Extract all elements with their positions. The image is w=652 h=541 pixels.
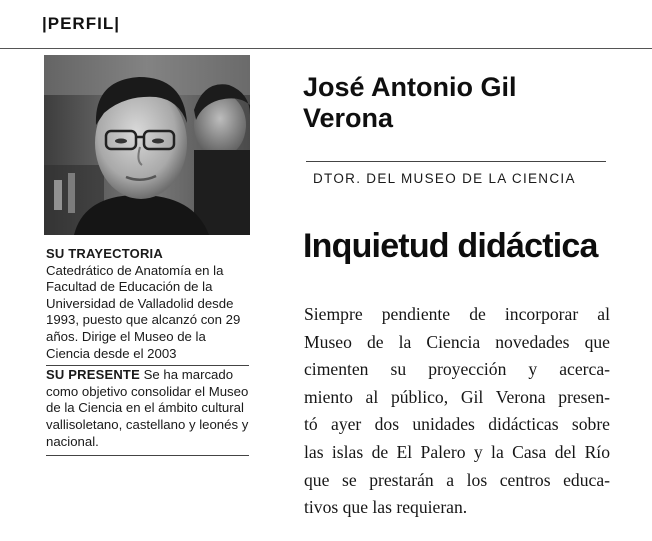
body-line: miento al público, Gil Verona presen- xyxy=(304,386,610,407)
trayectoria-block xyxy=(46,246,249,364)
portrait-photo xyxy=(44,55,250,235)
top-divider xyxy=(0,48,652,49)
body-line: tivos que las requieran. xyxy=(304,497,468,518)
presente-heading: SU PRESENTE xyxy=(46,367,140,383)
profile-name: José Antonio Gil Verona xyxy=(303,72,517,133)
body-line: Siempre pendiente de incorporar al xyxy=(304,304,610,324)
body-line: Museo de la Ciencia novedades que xyxy=(304,331,610,352)
sidebar xyxy=(46,246,249,457)
article-body xyxy=(304,301,610,522)
body-line: las islas de El Palero y la Casa del Río xyxy=(304,441,610,462)
portrait-illustration xyxy=(44,55,250,235)
body-line: que se prestarán a los centros educa- xyxy=(304,469,610,490)
body-line: tó ayer dos unidades didácticas sobre xyxy=(304,414,610,435)
trayectoria-heading: SU TRAYECTORIA xyxy=(46,246,163,261)
role-divider xyxy=(306,161,606,162)
section-tag: |PERFIL| xyxy=(42,14,120,33)
sidebar-divider xyxy=(46,365,249,366)
sidebar-bottom-divider xyxy=(46,455,249,456)
body-line: cimenten su proyección y acerca- xyxy=(304,359,610,380)
profile-role: DTOR. DEL MUSEO DE LA CIENCIA xyxy=(313,171,576,186)
trayectoria-text: Catedrático de Anatomía en la Facultad de Educación de la Universidad de Valladolid desde 1993, puesto que alcanzó con 29 años. Dirige el Museo de la Ciencia desde el 2003 xyxy=(46,262,241,361)
presente-text: Se ha marcado como objetivo consolidar el Museo de la Ciencia en el ámbito cultural vallisoletano, castellano y leonés y nacional. xyxy=(46,367,249,449)
article-headline: Inquietud didáctica xyxy=(303,227,598,265)
presente-block xyxy=(46,367,249,452)
